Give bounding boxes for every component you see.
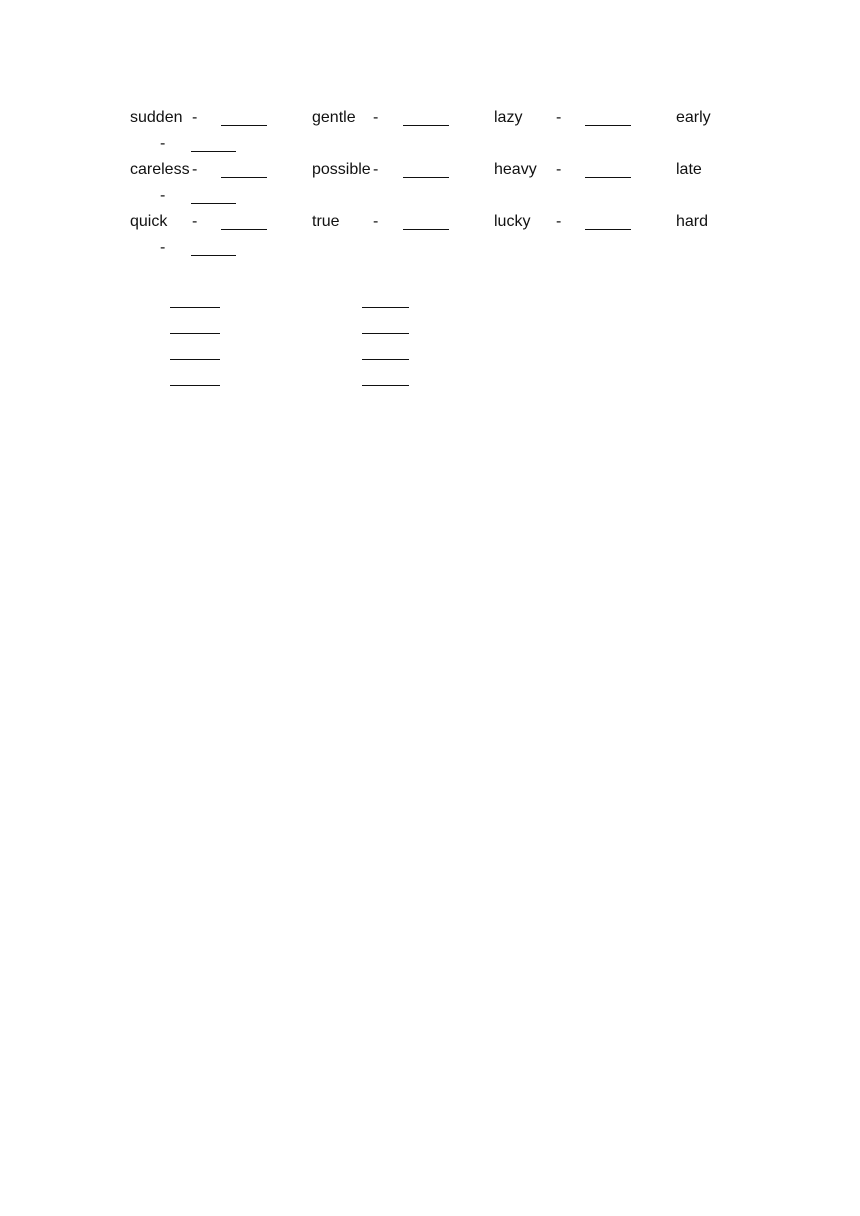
dash: - bbox=[556, 109, 562, 126]
dash: - bbox=[192, 213, 198, 230]
answer-blank bbox=[362, 359, 409, 360]
answer-blank bbox=[403, 229, 449, 230]
answer-blank bbox=[221, 125, 267, 126]
dash: - bbox=[373, 109, 379, 126]
adjective-word: careless bbox=[130, 161, 190, 178]
answer-blank bbox=[170, 385, 220, 386]
adjective-word: quick bbox=[130, 213, 168, 230]
answer-blank bbox=[170, 359, 220, 360]
dash: - bbox=[192, 109, 198, 126]
dash: - bbox=[160, 239, 166, 256]
answer-blank bbox=[362, 385, 409, 386]
adjective-word: late bbox=[676, 161, 702, 178]
dash: - bbox=[373, 213, 379, 230]
answer-blank bbox=[191, 203, 236, 204]
adjective-word: hard bbox=[676, 213, 709, 230]
answer-blank bbox=[362, 333, 409, 334]
answer-blank bbox=[170, 307, 220, 308]
dash: - bbox=[160, 187, 166, 204]
answer-blank bbox=[403, 177, 449, 178]
adjective-word: true bbox=[312, 213, 340, 230]
adjective-word: early bbox=[676, 109, 711, 126]
dash: - bbox=[556, 161, 562, 178]
adjective-word: lazy bbox=[494, 109, 523, 126]
answer-blank bbox=[191, 151, 236, 152]
answer-blank bbox=[585, 229, 631, 230]
answer-blank bbox=[221, 229, 267, 230]
answer-blank bbox=[585, 125, 631, 126]
adjective-word: sudden bbox=[130, 109, 183, 126]
answer-blank bbox=[362, 307, 409, 308]
dash: - bbox=[556, 213, 562, 230]
dash: - bbox=[373, 161, 379, 178]
dash: - bbox=[160, 135, 166, 152]
answer-blank bbox=[170, 333, 220, 334]
answer-blank bbox=[221, 177, 267, 178]
dash: - bbox=[192, 161, 198, 178]
answer-blank bbox=[403, 125, 449, 126]
answer-blank bbox=[585, 177, 631, 178]
adjective-word: heavy bbox=[494, 161, 537, 178]
adjective-word: possible bbox=[312, 161, 371, 178]
answer-blank bbox=[191, 255, 236, 256]
adjective-word: gentle bbox=[312, 109, 356, 126]
adjective-word: lucky bbox=[494, 213, 531, 230]
